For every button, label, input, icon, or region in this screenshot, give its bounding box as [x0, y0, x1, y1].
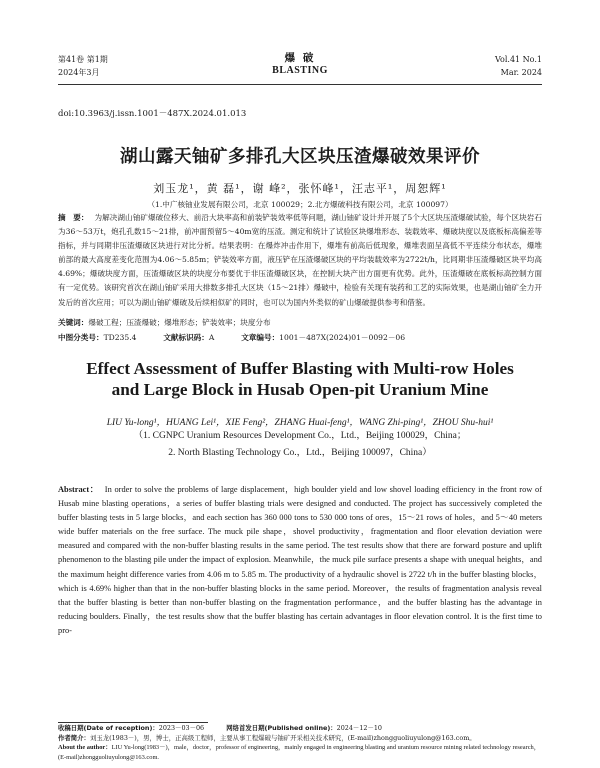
- authors-en: LIU Yu-long¹，HUANG Lei¹，XIE Feng²，ZHANG Huai-feng¹，WANG Zhi-ping¹，ZHOU Shu-hui¹: [106, 418, 494, 428]
- author-cn-text: 刘玉龙(1983－)，男，博士，正高级工程师，主要从事工程爆破与铀矿开采相关技术研究，(E-mail)zhongguoliuyulong@163.com。: [89, 733, 476, 742]
- affiliation-en: [0, 428, 600, 462]
- keywords-cn-label: 关键词：: [58, 318, 89, 327]
- article-title-en: [0, 358, 600, 400]
- footnote-author-en: [58, 743, 542, 762]
- received-label: 收稿日期(Date of reception)：: [58, 724, 159, 732]
- authors-cn: 刘玉龙¹，黄 磊¹，谢 峰²，张怀峰¹，汪志平¹，周恕辉¹: [153, 182, 447, 195]
- received-value: 2023－03－06: [158, 724, 205, 732]
- abstract-en-label: Abstract：: [58, 485, 99, 494]
- doi-link[interactable]: doi:10.3963/j.issn.1001－487X.2024.01.013: [58, 109, 247, 119]
- keywords-cn: [58, 317, 271, 328]
- title-en-line-1: Effect Assessment of Buffer Blasting with Multi-row Holes: [86, 359, 514, 378]
- abstract-cn-text: 为解决湖山铀矿爆破位移大、前沿大块率高和前装铲装效率低等问题，湖山铀矿设计并开展了5个大区块压渣爆破试验，每个区块岩石为36～53万t，炮孔孔数15～21排，前冲面预留5～40m宽的压渣。测定和统计了试验区块爆堆形态、装载效率、爆破块度以及底板标高偏差等指标，并与同期非压渣爆破区块进行对比分析。结果表明：在爆炸冲击作用下，爆堆有前高后低现象，爆堆表面呈高低不平连续分布状态，爆堆前部的最大高度差变化范围为4.06～5.85m；铲装效率方面，液压铲在压渣爆破区块的平均装载效率为2722t/h，比同期非压渣爆破区块平均高4.69%；爆破块度方面，压渣爆破区块的块度分布要优于非压渣爆破区块，在控制大块产出方面更有优势。此外，压渣爆破在底板标高控制方面有一定优势。该研究首次在湖山铀矿采用大排数多排孔大区块（15～21排）爆破中，检验有关现有装药和工艺的实际效果，也是湖山铀矿全力开发后的首次应用；可以为湖山铀矿爆破及后续相似矿的同时，也可以为国内外类似的矿山爆破提供参考和借鉴。: [58, 213, 543, 307]
- author-en-text: LIU Yu-long(1983－)，male，doctor，professor of engineering，mainly engaged in engineering blasting and uranium resource mining related technology research，(E-mail)zhongguoliuyulong@163.com.: [58, 744, 541, 761]
- footnotes: [58, 724, 542, 762]
- affiliation-en-line-2: 2. North Blasting Technology Co.，Ltd.，Beijing 100097，China）: [168, 448, 432, 458]
- abstract-en: [58, 483, 542, 638]
- classification-row: [58, 332, 542, 343]
- title-en-line-2: and Large Block in Husab Open-pit Uranium Mine: [111, 380, 489, 399]
- footnote-author-cn: [58, 734, 542, 744]
- header-volume-cn: 第41卷 第1期: [58, 55, 108, 64]
- footnote-divider: [58, 722, 208, 723]
- header-date-en: Mar. 2024: [500, 68, 542, 77]
- doc-code-value: A: [208, 333, 215, 342]
- clc-value: TD235.4: [103, 333, 137, 342]
- header-volume-en: Vol.41 No.1: [495, 55, 542, 64]
- article-number-value: 1001－487X(2024)01－0092－06: [279, 333, 406, 342]
- affiliation-cn: （1.中广核铀业发展有限公司，北京 100029；2.北方爆破科技有限公司，北京 100097）: [147, 200, 453, 209]
- abstract-cn: [58, 211, 542, 310]
- author-en-label: About the author：: [58, 744, 112, 751]
- article-number-label: 文章编号：: [241, 333, 280, 342]
- online-value: 2024－12－10: [336, 724, 382, 732]
- online-label: 网络首发日期(Published online)：: [226, 724, 337, 732]
- abstract-cn-label: 摘 要：: [58, 213, 89, 222]
- header-date-cn: 2024年3月: [58, 68, 100, 77]
- header-right: [495, 53, 542, 79]
- header-divider: [58, 84, 542, 85]
- doc-code-label: 文献标识码：: [163, 333, 209, 342]
- journal-name-en: BLASTING: [272, 65, 328, 76]
- keywords-cn-text: 爆破工程；压渣爆破；爆堆形态；铲装效率；块度分布: [88, 318, 271, 327]
- author-cn-label: 作者简介：: [58, 733, 90, 742]
- clc-label: 中图分类号：: [58, 333, 104, 342]
- footnote-dates: [58, 724, 542, 734]
- affiliation-en-line-1: （1. CGNPC Uranium Resources Development Co.，Ltd.，Beijing 100029，China；: [133, 431, 467, 441]
- article-title-cn: 湖山露天铀矿多排孔大区块压渣爆破效果评价: [120, 147, 480, 167]
- journal-name-cn: 爆 破: [284, 52, 316, 64]
- abstract-en-text: In order to solve the problems of large displacement，high boulder yield and low shovel loading efficiency in the front row of Husab mine blasting operations，a series of buffer blasting trials were designed and conducted. The project has successively completed the buffer blasting tests in 5 large blocks，and each section has 360 000 tons to 530 000 tons of ores，15～21 rows of holes，and 5～40 meters wide buffer materials on the free surface. The muck pile shape，shovel productivity，fragmentation and floor elevation deviation were measured and compared with the non-buffer blasting results in the same period. The test results show that there are forward posture and uplift phenomenon to the blasting pile under the impact of explosion. Meanwhile，the muck pile surface presents a shape with unequal heights，and the maximum height difference varies from 4.06 m to 5.85 m. The productivity of a hydraulic shovel is 2722 t/h in the buffer blasting blocks，which is 4.69% higher than that in the non-buffer blasting blocks in the same period. Moreover，the results of fragmentation analysis reveal that the buffer blasting is better than non-buffer blasting on the fragmentation performance，and the buffer blasting has the advantage in reducing boulders. Finally，the test results show that the buffer blasting has certain advantages in floor elevation control. It is the first time to pro-: [58, 485, 542, 635]
